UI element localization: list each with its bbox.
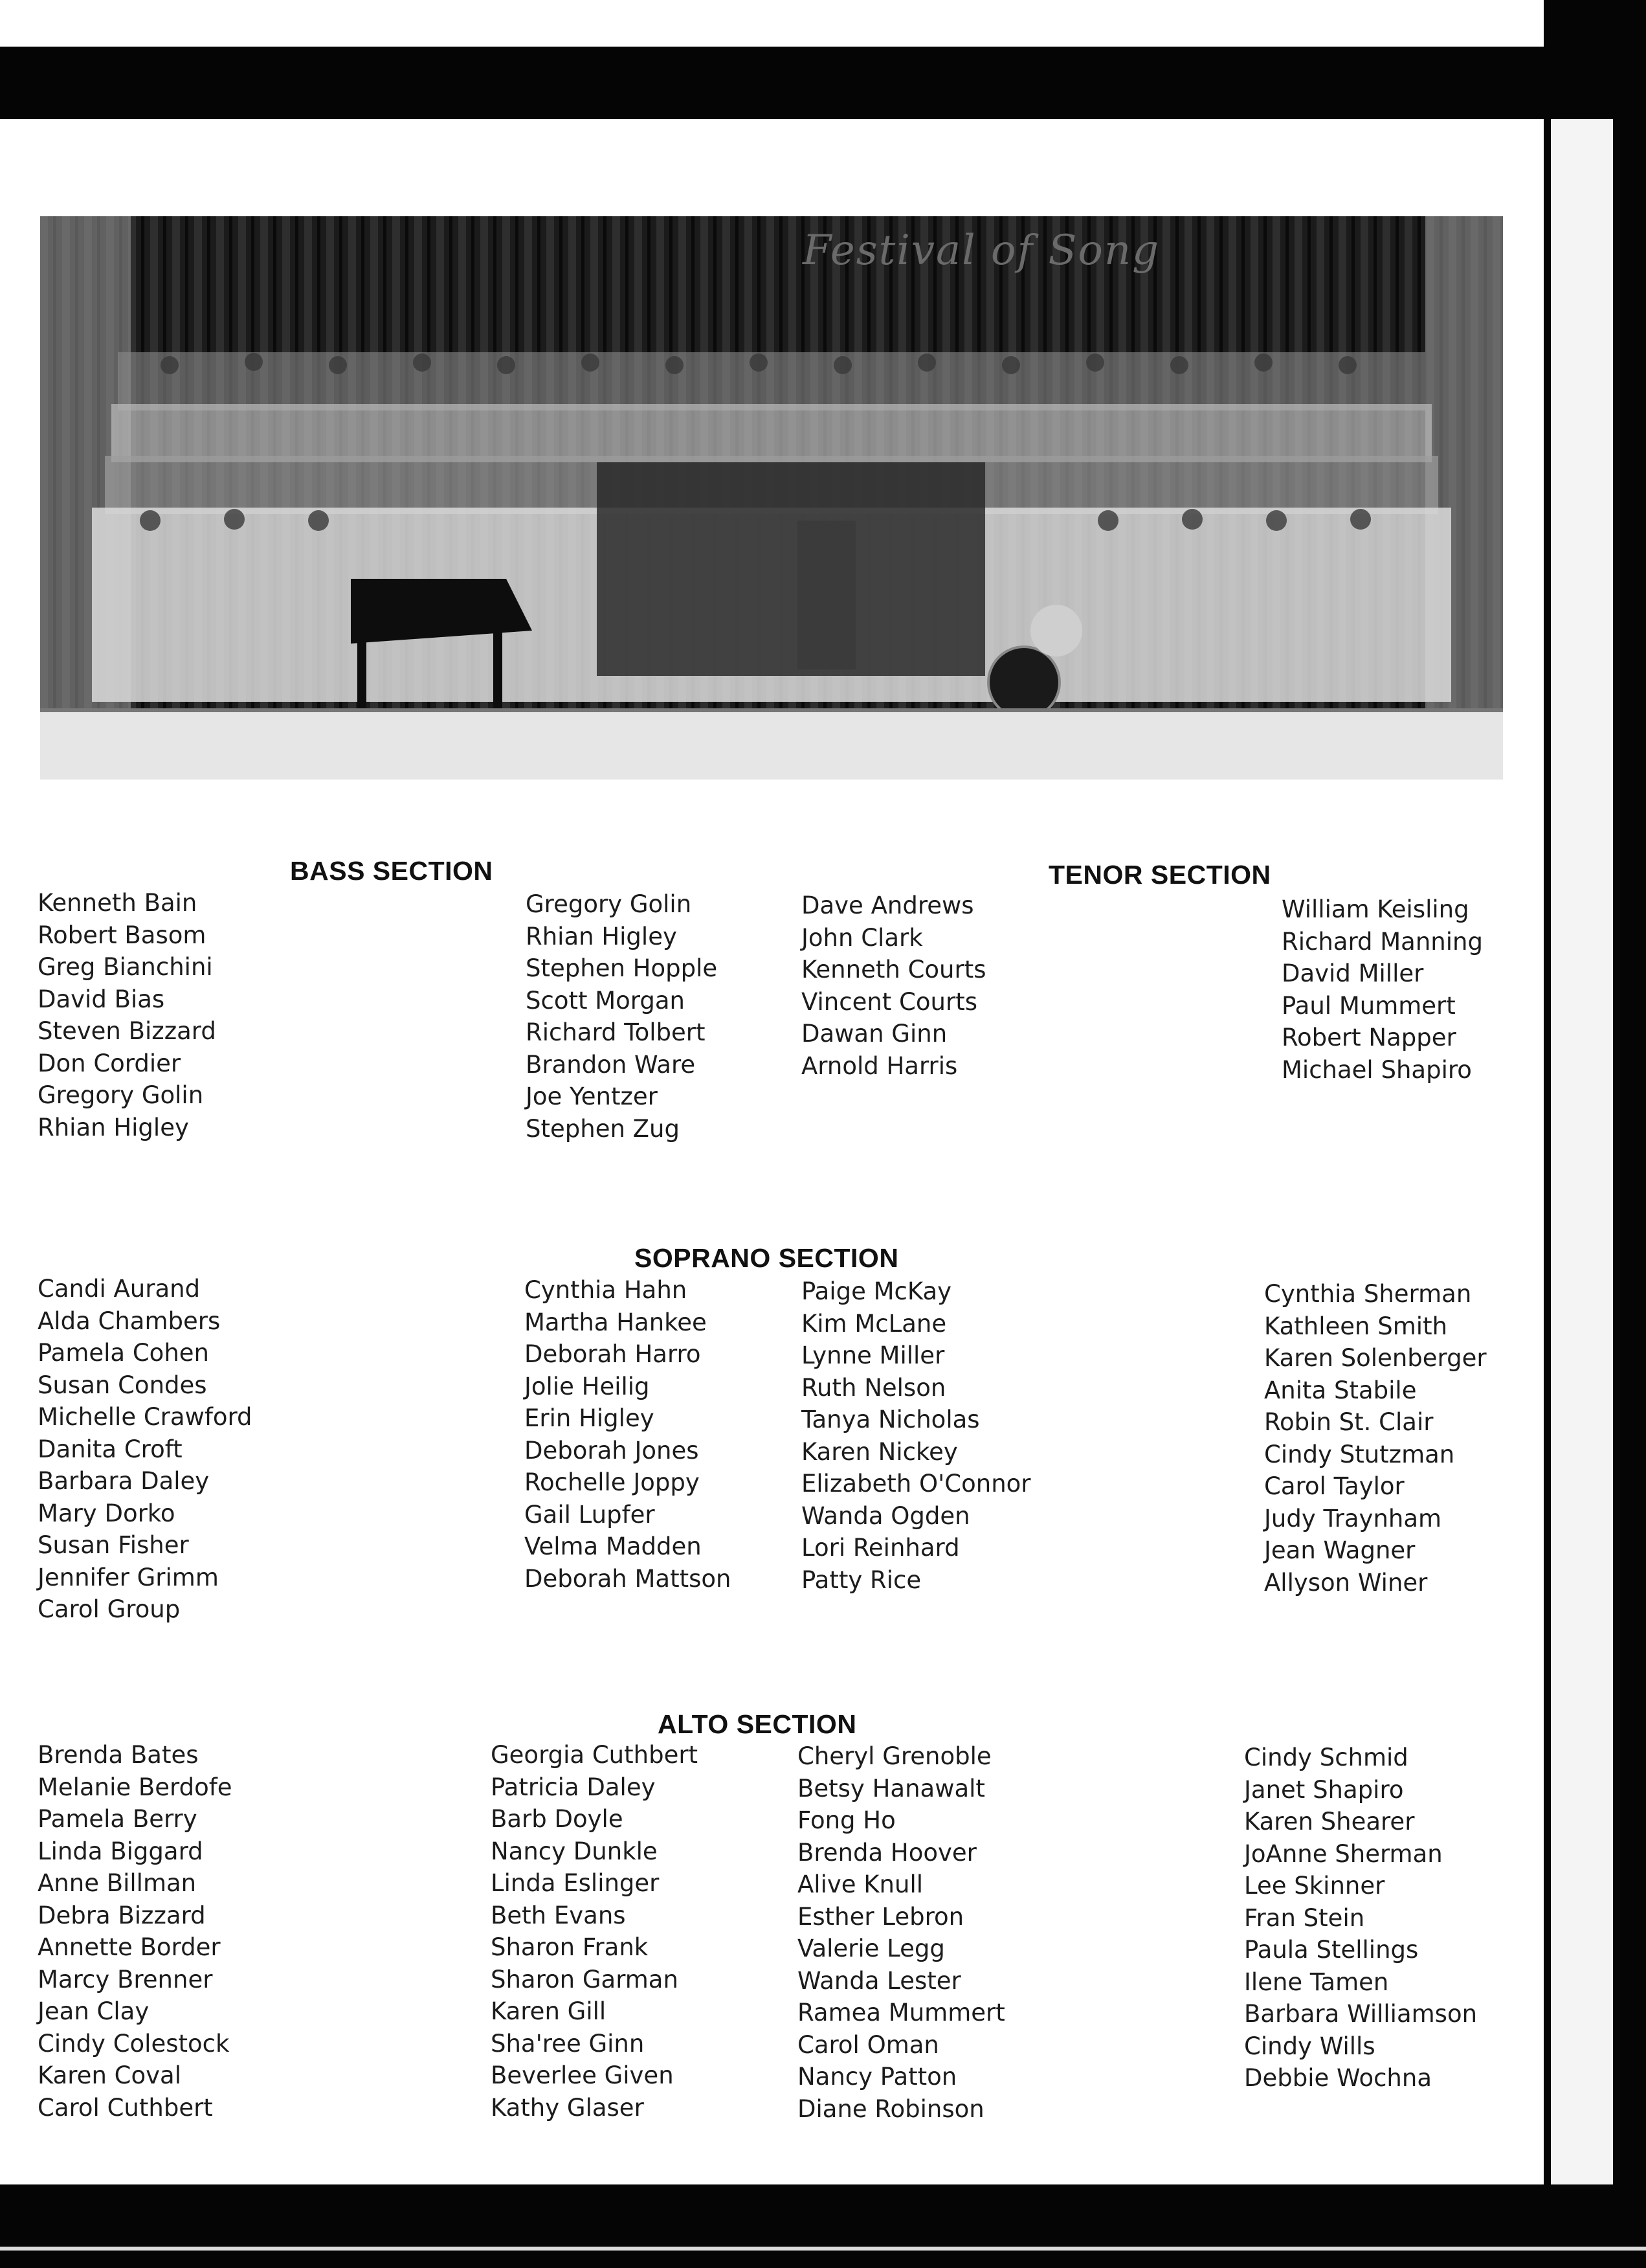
list-item: Paige McKay	[801, 1277, 952, 1305]
list-item: Fran Stein	[1244, 1903, 1365, 1932]
list-item: Brenda Hoover	[797, 1838, 977, 1867]
list-item: Alda Chambers	[38, 1307, 221, 1335]
list-item: Gail Lupfer	[524, 1500, 655, 1529]
soprano-column-1	[38, 1273, 252, 1626]
list-item: Georgia Cuthbert	[491, 1741, 698, 1769]
list-item: Danita Croft	[38, 1435, 183, 1463]
list-item: Dave Andrews	[801, 892, 974, 919]
list-item: Robin St. Clair	[1264, 1408, 1434, 1436]
alto-column-3	[797, 1740, 1005, 2125]
list-item: Paula Stellings	[1244, 1936, 1419, 1964]
list-item: Stephen Hopple	[526, 954, 718, 982]
list-item: Jolie Heilig	[524, 1372, 650, 1400]
list-item: Karen Coval	[38, 2061, 181, 2089]
list-item: Ruth Nelson	[801, 1373, 946, 1402]
list-item: Michelle Crawford	[38, 1403, 252, 1431]
list-item: Barb Doyle	[491, 1805, 623, 1833]
list-item: Karen Shearer	[1244, 1808, 1415, 1836]
list-item: Allyson Winer	[1264, 1568, 1428, 1597]
list-item: Beth Evans	[491, 1901, 626, 1929]
list-item: Deborah Mattson	[524, 1564, 731, 1593]
list-item: William Keisling	[1282, 895, 1469, 923]
soprano-column-4	[1264, 1278, 1487, 1599]
list-item: Janet Shapiro	[1244, 1775, 1404, 1804]
list-item: Richard Tolbert	[526, 1018, 706, 1046]
list-item: Brandon Ware	[526, 1050, 696, 1079]
list-item: Don Cordier	[38, 1049, 181, 1077]
list-item: Cindy Wills	[1244, 2032, 1375, 2060]
soprano-column-2	[524, 1274, 731, 1595]
list-item: Anita Stabile	[1264, 1376, 1417, 1404]
alto-column-4	[1244, 1742, 1477, 2094]
list-item: Robert Napper	[1282, 1024, 1456, 1051]
list-item: Jean Wagner	[1264, 1536, 1416, 1564]
list-item: Martha Hankee	[524, 1308, 707, 1336]
list-item: Robert Basom	[38, 921, 206, 949]
list-item: Sharon Garman	[491, 1965, 678, 1993]
list-item: Judy Traynham	[1264, 1504, 1442, 1533]
right-border-gap	[1551, 119, 1613, 2184]
list-item: Rhian Higley	[38, 1113, 189, 1141]
list-item: Gregory Golin	[526, 890, 692, 918]
list-item: Valerie Legg	[797, 1935, 945, 1962]
list-item: Rochelle Joppy	[524, 1468, 700, 1496]
list-item: Melanie Berdofe	[38, 1773, 232, 1801]
bass-column-2	[526, 888, 717, 1145]
list-item: Pamela Cohen	[38, 1339, 209, 1367]
list-item: David Bias	[38, 985, 165, 1013]
list-item: Tanya Nicholas	[801, 1406, 980, 1433]
list-item: Wanda Lester	[797, 1966, 961, 1995]
bottom-border-line	[0, 2247, 1646, 2251]
list-item: Carol Taylor	[1264, 1472, 1405, 1500]
list-item: John Clark	[801, 923, 923, 952]
list-item: Nancy Dunkle	[491, 1837, 658, 1865]
list-item: Velma Madden	[524, 1533, 702, 1560]
list-item: Candi Aurand	[38, 1275, 201, 1303]
list-item: Susan Condes	[38, 1371, 207, 1399]
list-item: Beverlee Given	[491, 2061, 674, 2089]
tenor-column-2	[1282, 893, 1483, 1086]
list-item: Kenneth Bain	[38, 889, 197, 917]
list-item: Nancy Patton	[797, 2063, 957, 2091]
list-item: Cindy Stutzman	[1264, 1440, 1455, 1468]
list-item: Rhian Higley	[526, 922, 677, 950]
list-item: Cynthia Hahn	[524, 1276, 687, 1304]
list-item: Kathleen Smith	[1264, 1312, 1448, 1340]
list-item: Cindy Colestock	[38, 2029, 230, 2058]
list-item: Deborah Jones	[524, 1436, 699, 1465]
list-item: Sha'ree Ginn	[491, 2029, 645, 2058]
list-item: Debbie Wochna	[1244, 2064, 1432, 2092]
list-item: David Miller	[1282, 960, 1424, 987]
list-item: Marcy Brenner	[38, 1965, 213, 1993]
list-item: Lee Skinner	[1244, 1872, 1385, 1900]
list-item: JoAnne Sherman	[1244, 1839, 1443, 1868]
list-item: Karen Gill	[491, 1997, 606, 2025]
choir-photo	[40, 216, 1503, 780]
list-item: Kathy Glaser	[491, 2093, 644, 2122]
list-item: Elizabeth O'Connor	[801, 1470, 1031, 1498]
list-item: Barbara Williamson	[1244, 2000, 1478, 2028]
list-item: Lori Reinhard	[801, 1534, 960, 1562]
list-item: Anne Billman	[38, 1869, 197, 1897]
list-item: Dawan Ginn	[801, 1020, 948, 1048]
list-item: Esther Lebron	[797, 1902, 964, 1931]
alto-column-1	[38, 1739, 232, 2124]
list-item: Vincent Courts	[801, 987, 977, 1016]
list-item: Karen Nickey	[801, 1437, 958, 1466]
list-item: Cynthia Sherman	[1264, 1280, 1472, 1308]
list-item: Diane Robinson	[797, 2094, 984, 2123]
list-item: Kim McLane	[801, 1309, 947, 1338]
list-item: Joe Yentzer	[526, 1083, 658, 1110]
list-item: Alive Knull	[797, 1870, 924, 1898]
list-item: Betsy Hanawalt	[797, 1774, 985, 1802]
photo-banner-text: Festival of Song	[803, 227, 1161, 275]
tenor-section-heading: TENOR SECTION	[1049, 860, 1271, 890]
list-item: Cheryl Grenoble	[797, 1742, 992, 1770]
list-item: Deborah Harro	[524, 1340, 701, 1368]
list-item: Carol Cuthbert	[38, 2093, 213, 2122]
list-item: Karen Solenberger	[1264, 1344, 1487, 1372]
list-item: Kenneth Courts	[801, 956, 986, 983]
list-item: Debra Bizzard	[38, 1901, 206, 1929]
list-item: Jean Clay	[38, 1997, 150, 2025]
list-item: Erin Higley	[524, 1404, 654, 1432]
list-item: Carol Group	[38, 1595, 181, 1623]
list-item: Brenda Bates	[38, 1741, 199, 1769]
bottom-black-border	[0, 2184, 1646, 2268]
list-item: Barbara Daley	[38, 1467, 210, 1495]
list-item: Pamela Berry	[38, 1805, 197, 1833]
list-item: Stephen Zug	[526, 1114, 680, 1143]
soprano-section-heading: SOPRANO SECTION	[634, 1243, 899, 1273]
list-item: Cindy Schmid	[1244, 1744, 1408, 1771]
right-edge-strip	[1616, 119, 1646, 2184]
list-item: Patty Rice	[801, 1566, 922, 1594]
list-item: Lynne Miller	[801, 1342, 945, 1369]
bass-column-1	[38, 887, 216, 1143]
alto-column-2	[491, 1739, 698, 2124]
list-item: Patricia Daley	[491, 1773, 656, 1801]
list-item: Gregory Golin	[38, 1081, 204, 1109]
list-item: Ilene Tamen	[1244, 1968, 1389, 1996]
soprano-column-3	[801, 1275, 1031, 1596]
list-item: Scott Morgan	[526, 986, 685, 1015]
tenor-column-1	[801, 890, 986, 1082]
list-item: Susan Fisher	[38, 1531, 189, 1559]
list-item: Greg Bianchini	[38, 953, 213, 981]
alto-section-heading: ALTO SECTION	[658, 1709, 857, 1739]
choir-photo-drawing	[40, 216, 1503, 780]
list-item: Wanda Ogden	[801, 1501, 970, 1530]
list-item: Arnold Harris	[801, 1051, 958, 1080]
bass-section-heading: BASS SECTION	[290, 856, 493, 886]
list-item: Steven Bizzard	[38, 1017, 216, 1045]
list-item: Michael Shapiro	[1282, 1055, 1472, 1084]
list-item: Jennifer Grimm	[38, 1563, 219, 1591]
list-item: Richard Manning	[1282, 927, 1483, 956]
list-item: Linda Eslinger	[491, 1869, 660, 1897]
list-item: Paul Mummert	[1282, 991, 1456, 1020]
list-item: Mary Dorko	[38, 1499, 175, 1527]
list-item: Linda Biggard	[38, 1837, 203, 1865]
list-item: Sharon Frank	[491, 1933, 649, 1961]
list-item: Annette Border	[38, 1933, 221, 1961]
list-item: Carol Oman	[797, 2030, 939, 2059]
top-black-border	[0, 47, 1646, 119]
list-item: Fong Ho	[797, 1806, 896, 1834]
list-item: Ramea Mummert	[797, 1999, 1005, 2027]
